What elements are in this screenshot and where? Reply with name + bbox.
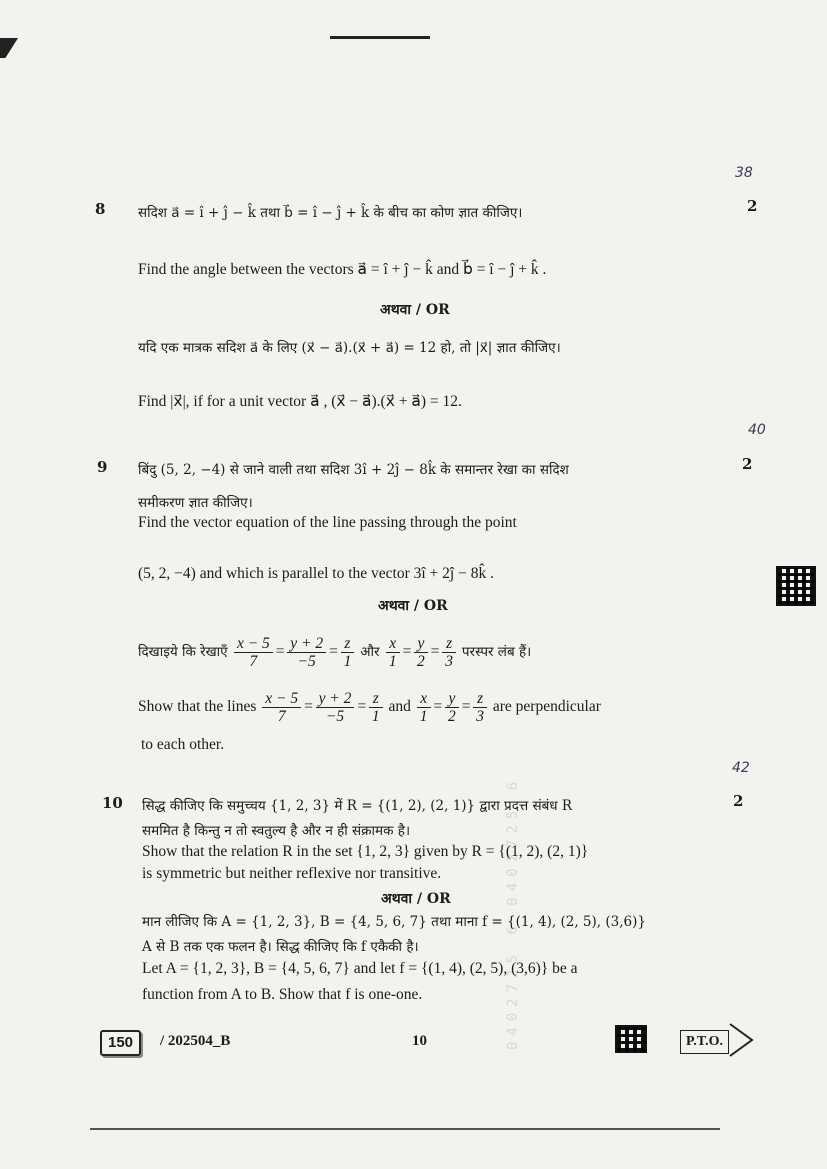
q9-or-label: अथवा / OR [378,598,448,614]
q9-english-line2: (5, 2, −4) and which is parallel to the vector 3î + 2ĵ − 8k̂ . [138,565,494,582]
numerator: z [473,690,487,708]
paper-code-box: 150 [100,1030,141,1056]
q9-line1-equation-en: $\frac{x - 5}{7}$ = $\frac{y + 2}{-5}$ = $\frac{z}{1}$ [260,698,388,715]
denominator: 1 [388,652,397,670]
fraction [369,690,383,725]
q10-alt-hindi-line2: A से B तक एक फलन है। सिद्ध कीजिए कि f एकैकी है। [142,939,419,955]
denominator: 1 [371,707,380,725]
q9-alt-english-and: and [388,698,411,715]
q10-hindi-line1: सिद्ध कीजिए कि समुच्चय {1, 2, 3} में R = {(1, 2), (2, 1)} द्वारा प्रदत्त संबंध R [142,798,573,814]
q9-hindi-line2: समीकरण ज्ञात कीजिए। [138,495,253,511]
numerator: x [386,635,400,653]
q8-marks: 2 [747,197,758,215]
numerator: z [369,690,383,708]
fraction [341,635,355,670]
fraction [386,635,400,670]
numerator: y [445,690,459,708]
denominator: 7 [277,707,286,725]
denominator: 2 [448,707,456,725]
numerator: y + 2 [287,635,326,653]
fraction [414,635,428,670]
denominator: −5 [297,652,316,670]
denominator: 7 [249,652,258,670]
q9-alt-hindi-suffix: परस्पर लंब हैं। [461,644,532,660]
q8-alt-hindi: यदि एक मात्रक सदिश a⃗ के लिए (x⃗ − a⃗).(x⃗ + a⃗) = 12 हो, तो |x⃗| ज्ञात कीजिए। [138,340,561,356]
q10-hand-mark: 42 [732,760,750,776]
denominator: −5 [325,707,345,725]
q9-alt-hindi-prefix: दिखाइये कि रेखाएँ [138,644,228,660]
numerator: x − 5 [234,635,273,653]
denominator: 1 [343,652,352,670]
numerator: y [414,635,428,653]
q10-alt-english-line2: function from A to B. Show that f is one-one. [142,986,423,1003]
q9-number: 9 [97,458,108,476]
q9-line2-equation: $\frac{x}{1}$ = $\frac{y}{2}$ = $\frac{z}{3}$ [384,643,462,660]
fraction [262,690,301,725]
denominator: 3 [445,652,454,670]
numerator: y + 2 [316,690,355,708]
q9-alt-hindi [138,632,531,672]
fraction [445,690,459,725]
fraction [417,690,431,725]
fraction [473,690,487,725]
q9-line1-equation: $\frac{x - 5}{7}$ = $\frac{y + 2}{-5}$ = $\frac{z}{1}$ [232,643,360,660]
page-number: 10 [412,1033,427,1049]
q9-english-line1: Find the vector equation of the line passing through the point [138,514,517,531]
q10-english-line1: Show that the relation R in the set {1, 2, 3} given by R = {(1, 2), (2, 1)} [142,843,589,860]
q8-hand-mark: 38 [735,165,753,181]
q8-number: 8 [95,200,106,218]
q9-hindi-line1: बिंदु (5, 2, −4) से जाने वाली तथा सदिश 3î + 2ĵ − 8k̂ के समान्तर रेखा का सदिश [138,462,569,478]
scan-corner-mark [0,38,18,58]
paper-code-suffix: / 202504_B [160,1033,231,1049]
q10-number: 10 [102,794,123,812]
q10-alt-english-line1: Let A = {1, 2, 3}, B = {4, 5, 6, 7} and let f = {(1, 4), (2, 5), (3,6)} be a [142,960,578,977]
bottom-rule [90,1128,720,1130]
denominator: 3 [476,707,484,725]
numerator: x − 5 [262,690,301,708]
numerator: x [417,690,431,708]
numerator: z [341,635,355,653]
q9-marks: 2 [742,455,753,473]
watermark: 0402725 6 0402725 6 [505,775,521,1050]
pto-arrow-icon [728,1018,756,1062]
qr-code-side [776,566,816,606]
q9-alt-english-line2: to each other. [141,736,225,753]
fraction [287,635,326,670]
q9-alt-english-prefix: Show that the lines [138,698,257,715]
pto-label: P.T.O. [680,1030,729,1054]
q9-hand-mark: 40 [748,422,766,438]
q8-or-label: अथवा / OR [380,302,450,318]
q9-alt-english-suffix: are perpendicular [492,698,601,715]
numerator: z [442,635,456,653]
qr-code-footer [615,1025,647,1053]
q8-english: Find the angle between the vectors a⃗ = î + ĵ − k̂ and b⃗ = î − ĵ + k̂ . [138,261,547,278]
q10-marks: 2 [733,792,744,810]
q8-alt-english: Find |x⃗|, if for a unit vector a⃗ , (x⃗ − a⃗).(x⃗ + a⃗) = 12. [138,393,462,410]
q10-hindi-line2: सममित है किन्तु न तो स्वतुल्य है और न ही संक्रामक है। [142,823,411,839]
q9-line2-equation-en: $\frac{x}{1}$ = $\frac{y}{2}$ = $\frac{z}{3}$ [415,698,493,715]
q9-alt-english [138,687,601,727]
top-rule [330,36,430,39]
denominator: 1 [419,707,428,725]
fraction [316,690,355,725]
q10-english-line2: is symmetric but neither reflexive nor transitive. [142,865,442,882]
q9-alt-hindi-and: और [360,644,380,660]
fraction [234,635,273,670]
q10-alt-hindi-line1: मान लीजिए कि A = {1, 2, 3}, B = {4, 5, 6, 7} तथा माना f = {(1, 4), (2, 5), (3,6)} [142,914,646,930]
q10-or-label: अथवा / OR [381,891,451,907]
q8-hindi: सदिश a⃗ = î + ĵ − k̂ तथा b⃗ = î − ĵ + k̂ के बीच का कोण ज्ञात कीजिए। [138,205,523,221]
denominator: 2 [417,652,425,670]
fraction [442,635,456,670]
